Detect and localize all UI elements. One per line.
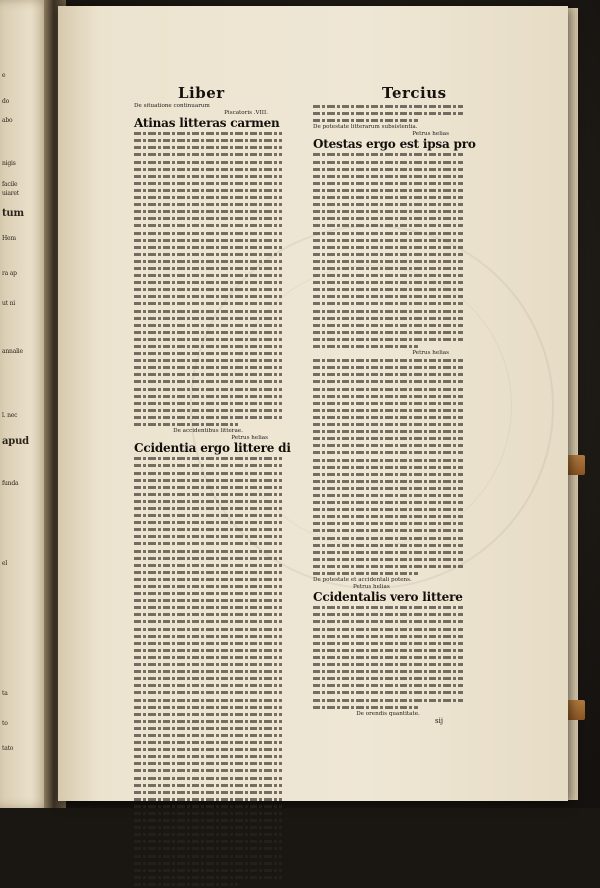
text-line [313, 322, 463, 329]
text-line [134, 838, 282, 845]
running-head-left: Liber [178, 84, 225, 102]
text-line [134, 618, 282, 625]
text-line [134, 853, 282, 860]
lemma-heading: Atinas litteras carmen [134, 116, 280, 131]
left-fragment: tato [2, 745, 14, 752]
text-line [313, 549, 463, 556]
text-line [134, 308, 282, 315]
left-fragment: annalie [2, 348, 23, 355]
text-line [313, 222, 463, 229]
text-line [313, 464, 463, 471]
text-line [313, 400, 463, 407]
text-line [134, 626, 282, 633]
text-line [134, 329, 282, 336]
text-line [134, 682, 282, 689]
text-line [134, 144, 282, 151]
text-line [134, 166, 282, 173]
text-line [313, 151, 463, 158]
text-line [313, 492, 463, 499]
text-line [134, 569, 282, 576]
rubric: Petrus helias [412, 131, 449, 138]
text-line [134, 860, 282, 867]
left-fragment: Hem [2, 235, 16, 242]
rubric: De situatione continuarum [134, 103, 210, 109]
text-line [134, 611, 282, 618]
text-line [313, 478, 463, 485]
text-line [313, 563, 463, 570]
text-column-right [313, 103, 476, 725]
text-line [134, 810, 282, 817]
text-line [134, 265, 282, 272]
text-line [313, 640, 463, 647]
text-line [134, 414, 282, 421]
text-line [134, 315, 282, 322]
lemma-heading: Ccidentia ergo littere di [134, 441, 291, 456]
lemma-heading: Ccidentalis vero littere [313, 590, 463, 605]
text-line [134, 201, 282, 208]
text-line [134, 597, 282, 604]
text-line [134, 194, 282, 201]
text-line [313, 689, 463, 696]
text-line [134, 484, 282, 491]
text-line [134, 831, 282, 838]
text-line [313, 364, 463, 371]
text-line [313, 201, 463, 208]
text-line [313, 300, 463, 307]
lemma-heading: Otestas ergo est ipsa pro [313, 137, 476, 152]
left-fragment: el [2, 560, 8, 567]
text-line [134, 286, 282, 293]
text-line [134, 654, 282, 661]
left-fragment: uiaret [2, 190, 19, 197]
left-fragment: facile [2, 181, 18, 188]
left-fragment: ta [2, 690, 8, 697]
text-line [313, 449, 463, 456]
text-line [313, 704, 418, 711]
left-fragment: l. nec [2, 412, 18, 419]
text-line [134, 477, 282, 484]
left-fragment: nigis [2, 160, 16, 167]
text-line [313, 286, 463, 293]
text-line [134, 697, 282, 704]
text-line [313, 535, 463, 542]
text-line [134, 230, 282, 237]
left-fragment: tum [2, 208, 24, 219]
text-line [134, 867, 282, 874]
left-fragment: ut ni [2, 300, 15, 307]
text-line [313, 251, 463, 258]
text-line [134, 187, 282, 194]
text-line [313, 265, 463, 272]
text-line [134, 343, 282, 350]
text-line [313, 421, 463, 428]
text-line [313, 343, 418, 350]
text-line [134, 322, 282, 329]
text-line [134, 279, 282, 286]
text-line [134, 746, 282, 753]
text-line [313, 506, 463, 513]
text-line [313, 357, 463, 364]
text-line [313, 556, 463, 563]
text-line [313, 428, 463, 435]
text-line [134, 796, 282, 803]
text-line [313, 499, 463, 506]
text-line [313, 180, 463, 187]
text-line [134, 824, 282, 831]
text-line [134, 357, 282, 364]
text-line [134, 533, 282, 540]
text-line [134, 462, 282, 469]
text-line [134, 739, 282, 746]
left-fragment: funda [2, 480, 19, 487]
text-line [313, 293, 463, 300]
text-line [134, 640, 282, 647]
text-line [134, 258, 282, 265]
left-fragment: do [2, 98, 10, 105]
text-line [134, 180, 282, 187]
text-line [134, 576, 282, 583]
text-line [313, 208, 463, 215]
text-line [313, 308, 463, 315]
text-line [313, 604, 463, 611]
text-line [313, 336, 463, 343]
text-line [134, 526, 282, 533]
text-line [134, 173, 282, 180]
text-line [313, 457, 463, 464]
text-line [313, 386, 463, 393]
text-line [134, 237, 282, 244]
text-line [313, 471, 463, 478]
text-line [313, 244, 463, 251]
text-line [313, 215, 463, 222]
text-line [313, 117, 418, 124]
text-line [313, 542, 463, 549]
text-line [134, 803, 282, 810]
text-line [134, 555, 282, 562]
text-line [134, 130, 282, 137]
text-line [134, 590, 282, 597]
text-line [313, 371, 463, 378]
text-line [134, 293, 282, 300]
text-line [134, 371, 282, 378]
text-line [134, 300, 282, 307]
left-page [0, 0, 50, 808]
text-line [313, 393, 463, 400]
text-line [134, 881, 238, 888]
text-line [134, 400, 282, 407]
text-line [134, 704, 282, 711]
text-line [134, 675, 282, 682]
text-line [134, 222, 282, 229]
text-line [134, 732, 282, 739]
text-line [313, 187, 463, 194]
text-line [313, 570, 418, 577]
text-line [313, 513, 463, 520]
text-line [134, 272, 282, 279]
text-line [134, 470, 282, 477]
text-line [134, 782, 282, 789]
text-line [134, 505, 282, 512]
text-line [313, 435, 463, 442]
text-line [134, 491, 282, 498]
text-line [134, 874, 282, 881]
text-line [134, 725, 282, 732]
text-line [134, 498, 282, 505]
text-line [313, 633, 463, 640]
text-line [134, 760, 282, 767]
text-line [313, 647, 463, 654]
text-line [313, 159, 463, 166]
text-line [134, 421, 238, 428]
text-line [134, 407, 282, 414]
left-fragment: to [2, 720, 8, 727]
text-line [313, 626, 463, 633]
text-line [134, 789, 282, 796]
text-line [134, 251, 282, 258]
rubric: Petrus helias [353, 584, 390, 591]
text-line [313, 279, 463, 286]
text-line [134, 244, 282, 251]
text-line [134, 562, 282, 569]
text-line [313, 682, 463, 689]
text-line [134, 817, 282, 824]
rubric: Petrus helias [412, 350, 449, 357]
rubric: Petrus helias [231, 435, 268, 442]
text-line [313, 520, 463, 527]
rubric: De accidentibus litterae. [173, 428, 243, 435]
text-line [313, 442, 463, 449]
text-line [313, 661, 463, 668]
text-line [134, 711, 282, 718]
left-fragment: abo [2, 117, 13, 124]
text-line [134, 336, 282, 343]
text-line [134, 364, 282, 371]
text-line [134, 583, 282, 590]
rubric: Piscatoris .VIII. [224, 110, 268, 117]
text-line [134, 215, 282, 222]
text-line [134, 540, 282, 547]
text-line [313, 697, 463, 704]
text-line [134, 845, 282, 852]
text-line [134, 519, 282, 526]
text-line [134, 208, 282, 215]
text-line [313, 237, 463, 244]
rubric: De potestate litterarum subsistentia. [313, 124, 418, 131]
text-line [134, 661, 282, 668]
text-line [134, 753, 282, 760]
text-line [313, 230, 463, 237]
text-line [313, 166, 463, 173]
text-line [313, 527, 463, 534]
signature-mark: sij [434, 716, 443, 725]
text-line [313, 315, 463, 322]
left-fragment: ra ap [2, 270, 17, 277]
text-line [134, 548, 282, 555]
left-fragment: e [2, 72, 6, 79]
text-line [313, 194, 463, 201]
text-line [313, 675, 463, 682]
text-line [313, 103, 463, 110]
text-line [134, 775, 282, 782]
text-line [313, 329, 463, 336]
text-line [134, 647, 282, 654]
text-line [313, 414, 463, 421]
text-line [313, 654, 463, 661]
rubric: De orendis quantitate. [356, 710, 420, 717]
rubric: De potestate et accidentali potens. [313, 577, 412, 584]
text-line [313, 611, 463, 618]
text-line [313, 272, 463, 279]
text-line [134, 718, 282, 725]
text-line [134, 393, 282, 400]
text-line [313, 407, 463, 414]
text-line [134, 689, 282, 696]
text-line [134, 455, 282, 462]
text-line [313, 485, 463, 492]
text-line [313, 258, 463, 265]
text-line [313, 668, 463, 675]
text-line [134, 159, 282, 166]
running-head-right: Tercius [382, 84, 447, 102]
text-line [134, 350, 282, 357]
text-line [134, 604, 282, 611]
text-line [313, 110, 463, 117]
text-line [134, 386, 282, 393]
text-line [313, 618, 463, 625]
text-line [313, 173, 463, 180]
text-line [134, 151, 282, 158]
text-line [313, 378, 463, 385]
text-line [134, 668, 282, 675]
text-line [134, 378, 282, 385]
left-fragment: apud [2, 436, 29, 447]
text-line [134, 512, 282, 519]
text-line [134, 137, 282, 144]
text-line [134, 633, 282, 640]
text-column-left [134, 103, 291, 888]
text-line [134, 767, 282, 774]
